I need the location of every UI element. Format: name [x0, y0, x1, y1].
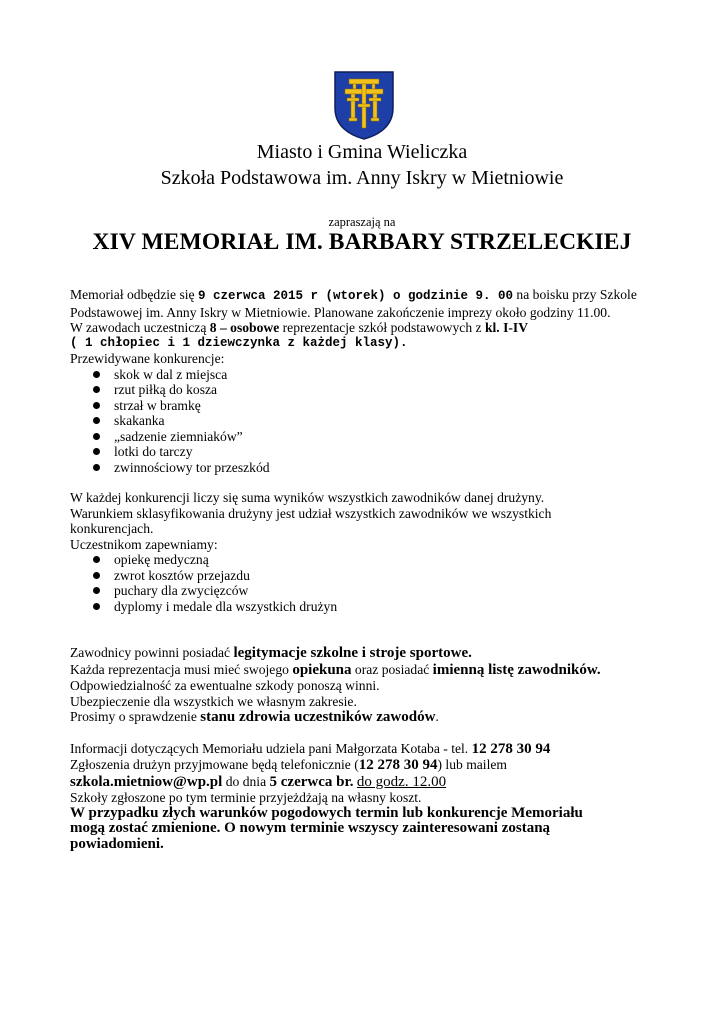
city-heading: Miasto i Gmina Wieliczka	[256, 141, 468, 163]
req-bold: stanu zdrowia uczestników zawodów	[200, 709, 436, 725]
provisions-list	[70, 552, 660, 614]
list-item: rzut piłką do kosza	[92, 382, 660, 398]
weather-note-3: powiadomieni.	[70, 835, 164, 852]
list-item: puchary dla zwycięzców	[92, 583, 660, 599]
requirements-line-5	[70, 709, 660, 726]
req-text: Prosimy o sprawdzenie	[70, 709, 201, 724]
weather-note-2: mogą zostać zmienione. O nowym terminie wszyscy zainteresowani zostaną	[70, 820, 551, 836]
requirements-line-1	[70, 645, 660, 662]
deadline-time: do godz. 12.00	[356, 773, 447, 790]
list-item: strzał w bramkę	[92, 398, 660, 414]
req-text: oraz posiadać	[351, 661, 433, 677]
list-item: skakanka	[92, 413, 660, 429]
requirements-line-2	[70, 662, 660, 679]
rules-line-2: Warunkiem sklasyfikowania drużyny jest udział wszystkich zawodników we wszystkich	[70, 505, 552, 521]
page-title: XIV MEMORIAŁ IM. BARBARY STRZELECKIEJ	[92, 229, 632, 255]
event-date: 9 czerwca 2015 r (wtorek) o godzinie 9. 00	[197, 289, 514, 303]
req-bold: legitymacje szkolne i stroje sportowe.	[233, 645, 472, 661]
contact-line-4: Szkoły zgłoszone po tym terminie przyjeżdżają na własny koszt.	[70, 790, 422, 805]
intro-text: reprezentacje szkół podstawowych z	[279, 320, 485, 335]
requirements-line-4: Ubezpieczenie dla wszystkich we własnym zakresie.	[70, 693, 357, 709]
contact-text: Informacji dotyczących Memoriału udziela pani Małgorzata Kotaba - tel.	[70, 740, 472, 756]
req-text: .	[435, 709, 439, 724]
competitions-list	[70, 367, 660, 476]
intro-line-4: ( 1 chłopiec i 1 dziewczynka z każdej klasy).	[70, 335, 408, 350]
rules-line-3: konkurencjach.	[70, 521, 154, 536]
rules-line-1: W każdej konkurencji liczy się suma wyników wszystkich zawodników danej drużyny.	[70, 490, 545, 505]
intro-line-1	[70, 287, 660, 305]
phone-number: 12 278 30 94	[471, 740, 551, 757]
document-body	[70, 287, 660, 852]
requirements-line-3: Odpowiedzialność za ewentualne szkody ponoszą winni.	[70, 678, 380, 693]
intro-line-3	[70, 320, 660, 336]
contact-text: do dnia	[222, 773, 270, 789]
list-item: lotki do tarczy	[92, 444, 660, 460]
phone-number: 12 278 30 94	[358, 757, 438, 773]
intro-line-2: Podstawowej im. Anny Iskry w Mietniowie. Planowane zakończenie imprezy około godziny 11.00.	[70, 304, 611, 320]
contact-text: Zgłoszenia drużyn przyjmowane będą telefonicznie (	[70, 757, 359, 772]
intro-text: W zawodach uczestniczą	[70, 320, 210, 335]
deadline-date: 5 czerwca br.	[269, 773, 354, 790]
list-item: skok w dal z miejsca	[92, 367, 660, 383]
contact-line-1	[70, 741, 660, 758]
email-address: szkola.mietniow@wp.pl	[70, 773, 223, 790]
intro-text: na boisku przy Szkole	[513, 287, 637, 302]
grade-range: kl. I-IV	[484, 320, 529, 335]
req-bold: opiekuna	[292, 661, 352, 678]
req-text: Zawodnicy powinni posiadać	[70, 645, 234, 660]
list-item: dyplomy i medale dla wszystkich drużyn	[92, 599, 660, 615]
list-item: opiekę medyczną	[92, 552, 660, 568]
req-bold: imienną listę zawodników.	[432, 661, 601, 678]
team-size: 8 – osobowe	[209, 320, 280, 335]
rules-line-4: Uczestnikom zapewniamy:	[70, 536, 218, 552]
contact-line-3	[70, 774, 660, 791]
coat-of-arms-logo	[333, 70, 395, 140]
contact-text: ) lub mailem	[437, 757, 507, 772]
weather-note-1: W przypadku złych warunków pogodowych termin lub konkurencje Memoriału	[70, 804, 583, 821]
contact-line-2	[70, 757, 660, 774]
intro-text: Memoriał odbędzie się	[70, 287, 198, 302]
invite-line: zapraszają na	[328, 215, 396, 229]
list-item: zwrot kosztów przejazdu	[92, 568, 660, 584]
list-item: „sadzenie ziemniaków”	[92, 429, 660, 445]
req-text: Każda reprezentacja musi mieć swojego	[70, 661, 293, 677]
list-item: zwinnościowy tor przeszkód	[92, 460, 660, 476]
school-heading: Szkoła Podstawowa im. Anny Iskry w Mietniowie	[160, 167, 564, 189]
intro-line-5: Przewidywane konkurencje:	[70, 351, 225, 366]
